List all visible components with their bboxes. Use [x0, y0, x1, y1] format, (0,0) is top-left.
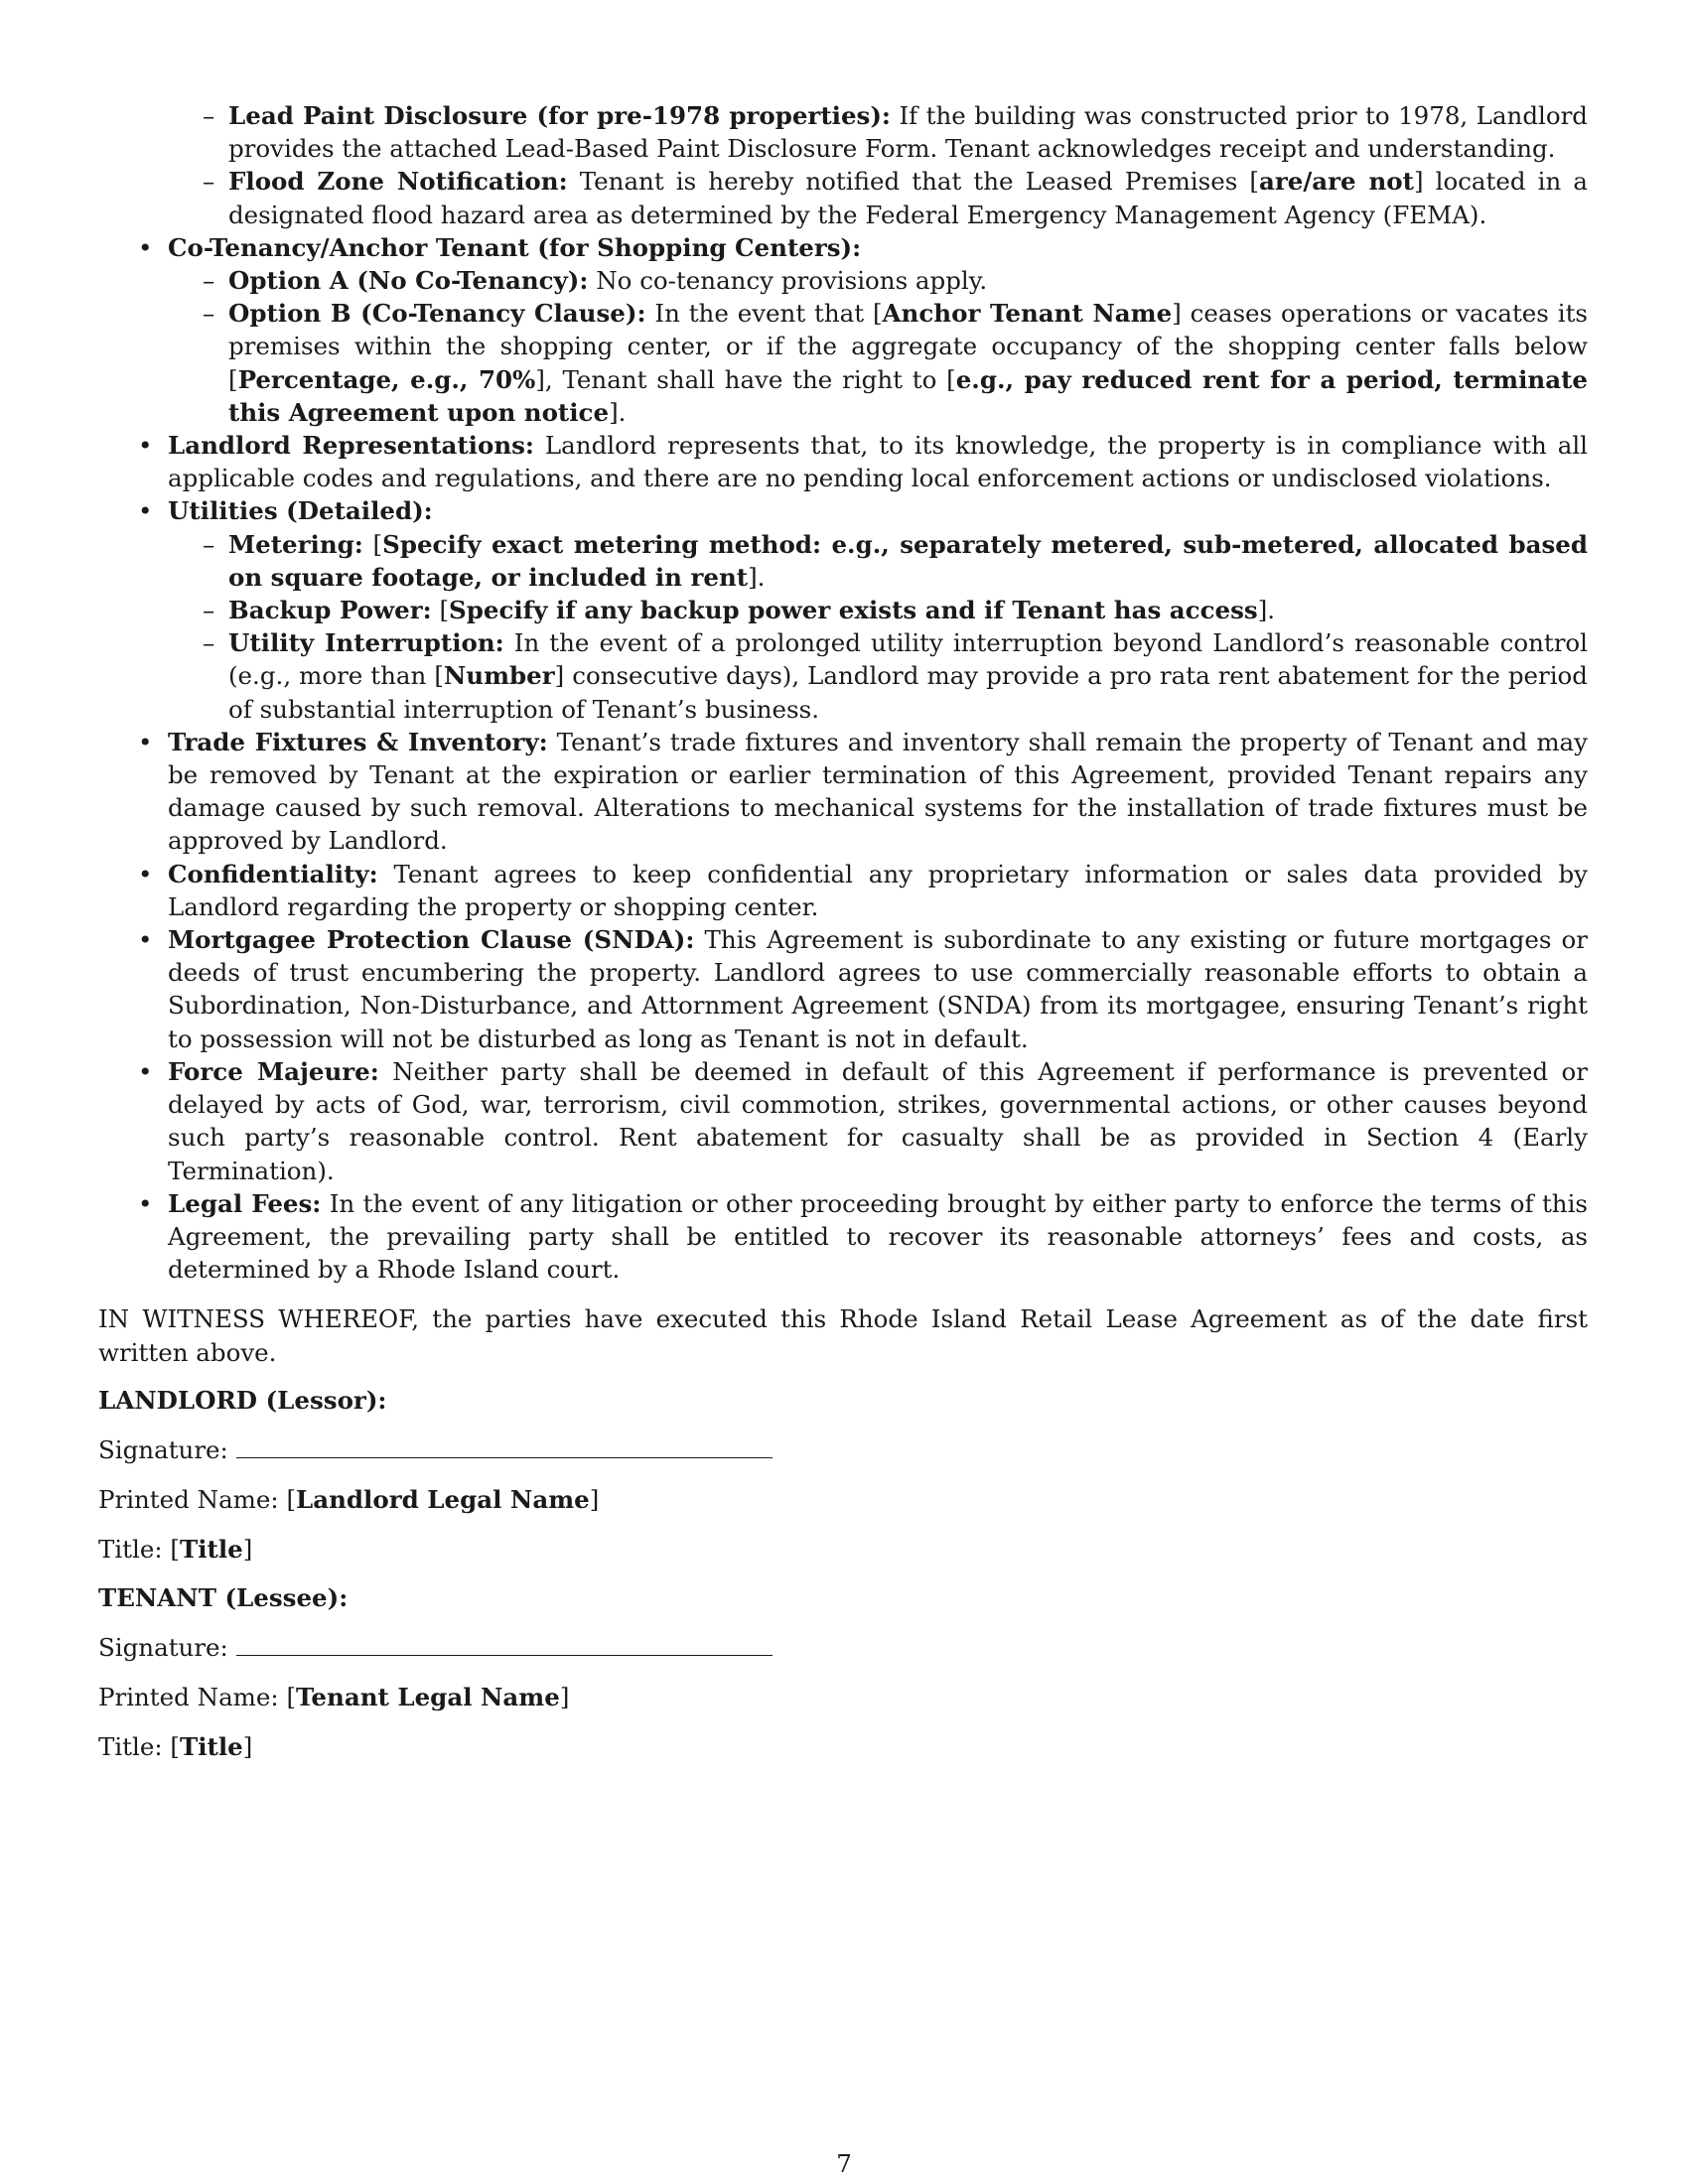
legal-fees-item: [98, 1187, 1588, 1287]
item-text: This Agreement is subordinate to any existing or future mortgages or deeds of trust encumbering the property. Landlord agrees to use commercially reasonable efforts to obtain a Subordination, Non-Disturbance, and Attornment Agreement (SNDA) from its mortgagee, ensuring Tenant’s right to possession will not be disturbed as long as Tenant is not in default.: [168, 925, 1588, 1053]
placeholder: Title: [179, 1732, 243, 1762]
item-title: Flood Zone Notification:: [228, 167, 568, 197]
item-title: Option A (No Co-Tenancy):: [228, 266, 589, 296]
placeholder: e.g., pay reduced rent for a period, terminate this Agreement upon notice: [228, 364, 1588, 427]
placeholder: Specify if any backup power exists and if Tenant has access: [449, 596, 1258, 625]
item-title: Trade Fixtures & Inventory:: [168, 727, 548, 756]
metering-item: [168, 528, 1588, 594]
confidentiality-item: [98, 858, 1588, 923]
utilities-sublist: [168, 528, 1588, 726]
name-label: Printed Name:: [98, 1682, 287, 1711]
item-title: Metering:: [228, 529, 363, 559]
item-title: Force Majeure:: [168, 1056, 379, 1086]
utility-interruption-item: [168, 626, 1588, 726]
item-text: Landlord represents that, to its knowledge, the property is in compliance with all applicable codes and regulations, and there are no pending local enforcement actions or undisclosed violations.: [168, 431, 1589, 493]
item-text: ].: [1257, 596, 1276, 625]
item-text: ] ceases operations or vacates its premises within the shopping center, or if the aggregate occupancy of the shopping center falls below [: [228, 299, 1589, 394]
flood-zone-item: [168, 165, 1588, 230]
title-label: Title:: [98, 1732, 171, 1762]
witness-paragraph: IN WITNESS WHEREOF, the parties have executed this Rhode Island Retail Lease Agreement as of the date first written above.: [98, 1304, 1588, 1367]
name-label: Printed Name:: [98, 1485, 287, 1515]
force-majeure-item: [98, 1055, 1588, 1187]
tenant-signature-line[interactable]: [236, 1633, 773, 1656]
item-title: Confidentiality:: [168, 859, 378, 888]
item-title: Utility Interruption:: [228, 628, 504, 658]
item-text: In the event of a prolonged utility interruption beyond Landlord’s reasonable control (e.g., more than [: [228, 628, 1588, 691]
title-label: Title:: [98, 1535, 171, 1565]
page-number: 7: [836, 2149, 852, 2178]
tenant-name-row: Printed Name: [Tenant Legal Name]: [98, 1682, 570, 1711]
placeholder: Specify exact metering method: e.g., separately metered, sub-metered, allocated based on square footage, or included in rent: [228, 529, 1588, 592]
item-text: Tenant’s trade fixtures and inventory shall remain the property of Tenant and may be removed by Tenant at the expiration or earlier termination of this Agreement, provided Tenant repairs any damage caused by such removal. Alterations to mechanical systems for the installation of trade fixtures must be approved by Landlord.: [168, 727, 1589, 856]
item-title: Option B (Co-Tenancy Clause):: [228, 299, 646, 329]
item-text: ].: [609, 397, 627, 427]
placeholder: Tenant Legal Name: [296, 1682, 560, 1711]
item-text: [: [362, 529, 383, 559]
provisions-list: [98, 231, 1588, 1287]
landlord-name-row: Printed Name: [Landlord Legal Name]: [98, 1485, 600, 1515]
item-title: Utilities (Detailed):: [168, 496, 433, 526]
item-text: Tenant agrees to keep confidential any proprietary information or sales data provided by Landlord regarding the property or shopping center.: [168, 859, 1588, 921]
signature-label: Signature:: [98, 1434, 228, 1464]
continued-sublist: [168, 99, 1588, 231]
landlord-heading: LANDLORD (Lessor):: [98, 1385, 387, 1415]
item-text: ] located in a designated flood hazard area as determined by the Federal Emergency Management Agency (FEMA).: [228, 167, 1588, 229]
landlord-reps-item: [98, 429, 1588, 494]
item-text: ] consecutive days), Landlord may provide a pro rata rent abatement for the period of substantial interruption of Tenant’s business.: [228, 661, 1588, 724]
item-text: ], Tenant shall have the right to [: [535, 364, 956, 394]
option-b-item: [168, 297, 1588, 429]
landlord-signature-row: [98, 1433, 1588, 1466]
item-text: [: [431, 596, 450, 625]
tenant-signature-row: [98, 1631, 1588, 1664]
placeholder: Percentage, e.g., 70%: [237, 364, 536, 394]
item-title: Lead Paint Disclosure (for pre-1978 properties):: [228, 101, 891, 130]
item-title: Mortgagee Protection Clause (SNDA):: [168, 925, 695, 955]
item-text: In the event of any litigation or other proceeding brought by either party to enforce the terms of this Agreement, the prevailing party shall be entitled to recover its reasonable attorneys’ fees and costs, as determined by a Rhode Island court.: [168, 1188, 1588, 1285]
placeholder: are/are not: [1258, 167, 1414, 197]
document-page: [98, 99, 1588, 1763]
option-a-item: [168, 264, 1588, 297]
placeholder: Landlord Legal Name: [296, 1485, 590, 1515]
tenant-heading: TENANT (Lessee):: [98, 1582, 349, 1612]
backup-power-item: [168, 594, 1588, 626]
tenant-title-row: Title: [Title]: [98, 1732, 253, 1762]
item-text: If the building was constructed prior to 1978, Landlord provides the attached Lead-Based Paint Disclosure Form. Tenant acknowledges receipt and understanding.: [228, 101, 1588, 164]
item-text: In the event that [: [645, 299, 883, 329]
snda-item: [98, 923, 1588, 1055]
item-text: ].: [748, 562, 766, 592]
item-text: Neither party shall be deemed in default of this Agreement if performance is prevented or delayed by acts of God, war, terrorism, civil commotion, strikes, governmental actions, or other causes beyond such party’s reasonable control. Rent abatement for casualty shall be as provided in Section 4 (Early Termination).: [168, 1056, 1588, 1185]
item-title: Legal Fees:: [168, 1188, 322, 1218]
item-title: Co-Tenancy/Anchor Tenant (for Shopping Centers):: [168, 232, 862, 262]
lead-paint-item: [168, 99, 1588, 165]
placeholder: Anchor Tenant Name: [882, 299, 1173, 329]
utilities-item: [98, 494, 1588, 725]
item-title: Backup Power:: [228, 596, 432, 625]
item-text: No co-tenancy provisions apply.: [588, 266, 988, 296]
signature-label: Signature:: [98, 1632, 228, 1662]
placeholder: Title: [179, 1535, 243, 1565]
landlord-title-row: Title: [Title]: [98, 1535, 253, 1565]
placeholder: Number: [443, 661, 555, 691]
trade-fixtures-item: [98, 726, 1588, 858]
cotenancy-item: [98, 231, 1588, 429]
item-title: Landlord Representations:: [168, 431, 534, 461]
cotenancy-options: [168, 264, 1588, 429]
landlord-signature-line[interactable]: [236, 1435, 773, 1458]
item-text: Tenant is hereby notified that the Leased Premises [: [567, 167, 1259, 197]
